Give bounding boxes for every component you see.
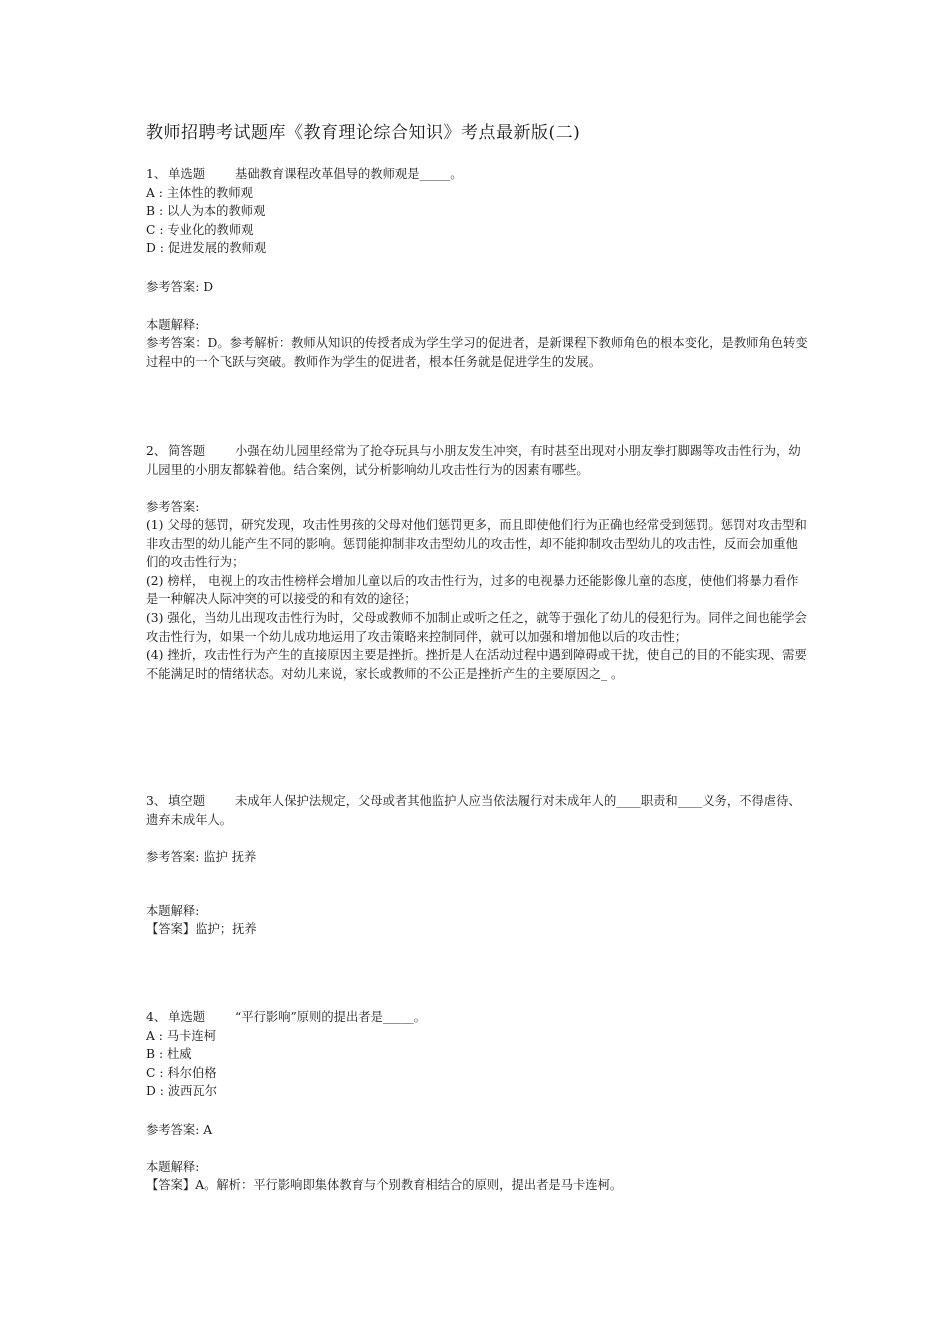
question-4 <box>146 1008 808 1101</box>
explanation: 【答案】A。解析：平行影响即集体教育与个别教育相结合的原则，提出者是马卡连柯。 <box>146 1178 623 1192</box>
option-c: C : 科尔伯格 <box>146 1065 217 1080</box>
option-d: D : 促进发展的教师观 <box>146 241 267 256</box>
question-number: 1、 <box>146 167 167 181</box>
option-b: B : 杜威 <box>146 1047 192 1062</box>
question-1 <box>146 165 808 258</box>
question-3 <box>146 792 808 829</box>
question-stem: 小强在幼儿园里经常为了抢夺玩具与小朋友发生冲突，有时甚至出现对小朋友拳打脚踢等攻击性行为，幼儿园里的小朋友都躲着他。结合案例，试分析影响幼儿攻击性行为的因素有哪些。 <box>146 444 801 477</box>
option-d: D : 波西瓦尔 <box>146 1084 218 1099</box>
option-a: A : 主体性的教师观 <box>146 185 253 200</box>
question-stem: 基础教育课程改革倡导的教师观是_____。 <box>235 167 463 181</box>
answer: 参考答案: 监护 抚养 <box>146 850 257 864</box>
question-2 <box>146 442 808 479</box>
option-b: B : 以人为本的教师观 <box>146 204 266 219</box>
question-stem: 未成年人保护法规定，父母或者其他监护人应当依法履行对未成年人的____职责和____义务，不得虐待、遗弃未成年人。 <box>146 794 801 827</box>
question-number: 4、 <box>146 1010 167 1024</box>
answer: (1) 父母的惩罚，研究发现，攻击性男孩的父母对他们惩罚更多，而且即使他们行为正确也经常受到惩罚。惩罚对攻击型和非攻击型的幼儿能产生不同的影响。惩罚能抑制非攻击型幼儿的攻击性，却不能抑制攻击型幼儿的攻击性，反而会加重他们的攻击性行为； (2) 榜样， 电视上的攻击性榜样会增加儿童以后的攻击性行为，过多的电视暴力还能影像儿童的态度，使他们将暴力看作是一种解决人际冲突的可以接受的和有效的途径； (3) 强化，当幼儿出现攻击性行为时，父母或教师不加制止或听之任之，就等于强化了幼儿的侵犯行为。同伴之间也能学会攻击性行为，如果一个幼儿成功地运用了攻击策略来控制同伴，就可以加强和增加他以后的攻击性； (4) 挫折，攻击性行为产生的直接原因主要是挫折。挫折是人在活动过程中遇到障碍或干扰，使自己的目的不能实现、需要不能满足时的情绪状态。对幼儿来说，家长或教师的不公正是挫折产生的主要原因之_ 。 <box>146 518 807 681</box>
question-type: 填空题 <box>168 794 206 808</box>
question-number: 3、 <box>146 794 167 808</box>
answer: 参考答案: A <box>146 1123 213 1137</box>
question-type: 简答题 <box>168 444 206 458</box>
page-title: 教师招聘考试题库《教育理论综合知识》考点最新版(二) <box>146 123 581 143</box>
question-type: 单选题 <box>168 1010 206 1024</box>
question-stem: “平行影响”原则的提出者是_____。 <box>235 1010 426 1024</box>
question-type: 单选题 <box>168 167 206 181</box>
explanation: 【答案】监护；抚养 <box>146 922 257 936</box>
explanation-label: 本题解释: <box>146 904 200 918</box>
option-a: A : 马卡连柯 <box>146 1028 217 1043</box>
explanation: 参考答案：D。参考解析：教师从知识的传授者成为学生学习的促进者，是新课程下教师角色的根本变化，是教师角色转变过程中的一个飞跃与突破。教师作为学生的促进者，根本任务就是促进学生的发展。 <box>146 336 808 369</box>
question-number: 2、 <box>146 444 167 458</box>
explanation-label: 本题解释: <box>146 318 200 332</box>
explanation-label: 本题解释: <box>146 1160 200 1174</box>
answer: 参考答案: D <box>146 280 214 294</box>
answer-label: 参考答案: <box>146 500 200 514</box>
option-c: C : 专业化的教师观 <box>146 222 254 237</box>
